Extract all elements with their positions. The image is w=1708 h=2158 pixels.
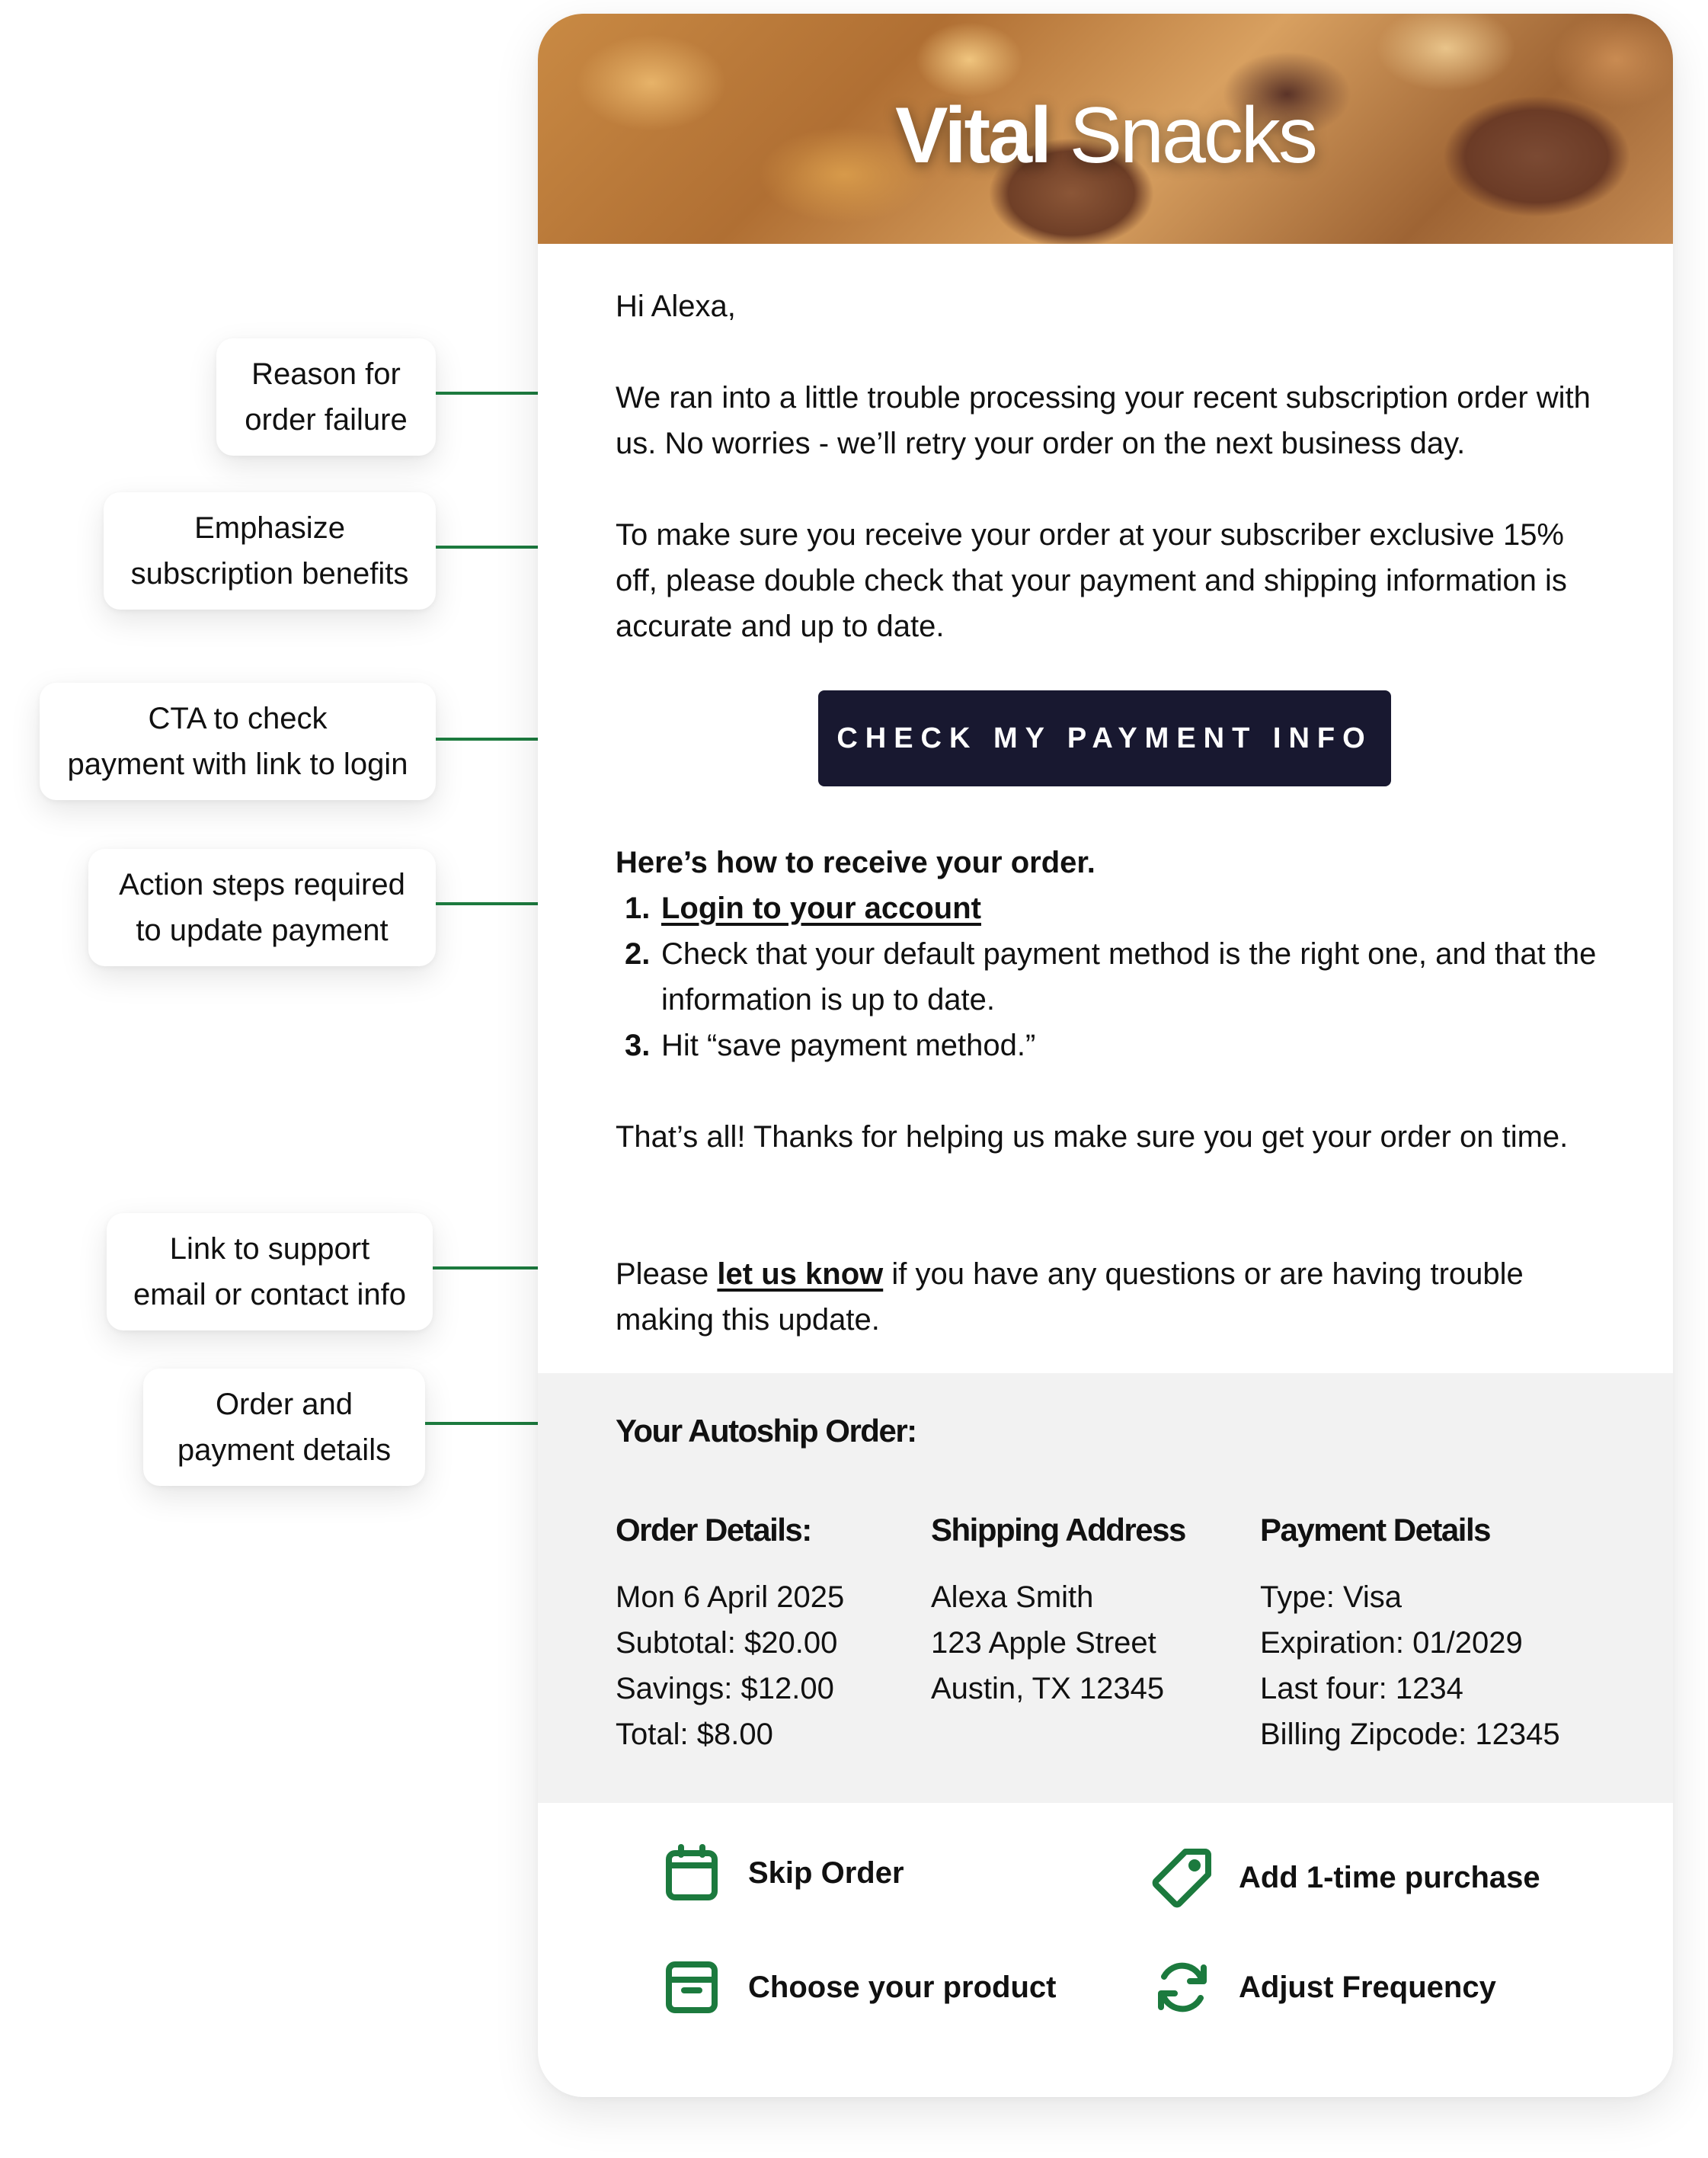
support-link[interactable]: let us know	[717, 1257, 884, 1291]
step-item	[616, 1023, 1598, 1068]
payment-line: Billing Zipcode: 12345	[1260, 1718, 1560, 1751]
annotation-line: Reason for	[251, 357, 401, 391]
annotation-action-steps	[88, 849, 436, 966]
annotation-line: CTA to check	[148, 702, 328, 735]
archive-box-icon	[661, 1957, 722, 2018]
add-one-time-purchase-action[interactable]	[1152, 1847, 1540, 1908]
paragraph-subscription-benefits: To make sure you receive your order at your subscriber exclusive 15% off, please double check that your payment and shipping information is accurate and up to date.	[616, 518, 1567, 643]
order-detail-line: Savings: $12.00	[616, 1672, 834, 1705]
annotation-cta-check-payment	[40, 683, 436, 800]
support-text-pre: Please	[616, 1257, 718, 1291]
tag-icon	[1152, 1847, 1213, 1908]
step-number: 1.	[625, 892, 651, 925]
step-number: 3.	[625, 1029, 651, 1062]
check-payment-button[interactable]: CHECK MY PAYMENT INFO	[818, 690, 1391, 786]
shipping-line: Alexa Smith	[931, 1580, 1094, 1614]
annotation-line: Emphasize	[194, 511, 345, 545]
calendar-icon	[661, 1843, 722, 1903]
steps-list	[616, 885, 1598, 1068]
autoship-order-panel	[538, 1373, 1673, 1803]
annotation-line: order failure	[245, 403, 408, 437]
support-text-post: if you have any questions or are having trouble making this update.	[616, 1257, 1524, 1337]
brand-logo	[538, 90, 1673, 181]
annotation-line: Order and	[215, 1388, 353, 1421]
adjust-frequency-action[interactable]	[1152, 1957, 1496, 2018]
choose-product-label: Choose your product	[748, 1970, 1057, 2004]
step-number: 2.	[625, 937, 651, 971]
steps-heading: Here’s how to receive your order.	[616, 846, 1095, 879]
order-detail-line: Total: $8.00	[616, 1718, 773, 1751]
add-one-time-purchase-label: Add 1-time purchase	[1239, 1860, 1540, 1894]
step-item	[616, 885, 1598, 931]
step-text: Hit “save payment method.”	[661, 1029, 1036, 1062]
brand-name-bold: Vital	[895, 91, 1050, 180]
annotation-support-link	[107, 1213, 433, 1330]
paragraph-order-failure: We ran into a little trouble processing your recent subscription order with us. No worries - we’ll retry your order on the next business day.	[616, 381, 1591, 460]
email-card	[538, 14, 1673, 2097]
order-panel-title: Your Autoship Order:	[616, 1413, 916, 1449]
payment-line: Expiration: 01/2029	[1260, 1626, 1523, 1660]
paragraph-support	[616, 1251, 1598, 1343]
login-link[interactable]: Login to your account	[661, 892, 981, 925]
shipping-line: 123 Apple Street	[931, 1626, 1156, 1660]
hero-banner-image	[538, 14, 1673, 244]
annotation-line: Link to support	[169, 1232, 370, 1266]
payment-details-heading: Payment Details	[1260, 1512, 1490, 1548]
annotation-line: payment with link to login	[67, 748, 408, 781]
shipping-line: Austin, TX 12345	[931, 1672, 1165, 1705]
payment-details-column	[1260, 1507, 1560, 1757]
paragraph-thanks: That’s all! Thanks for helping us make sure you get your order on time.	[616, 1120, 1569, 1154]
annotation-emphasize-benefits	[104, 492, 436, 610]
annotation-line: Action steps required	[119, 868, 405, 901]
annotation-line: email or contact info	[133, 1278, 406, 1311]
refresh-icon	[1152, 1957, 1213, 2018]
step-text: Check that your default payment method is the right one, and that the information is up to date.	[661, 937, 1597, 1017]
payment-line: Last four: 1234	[1260, 1672, 1463, 1705]
steps-section	[616, 840, 1598, 1068]
annotation-line: payment details	[177, 1433, 392, 1467]
annotation-line: subscription benefits	[130, 557, 409, 591]
order-details-column	[616, 1507, 844, 1757]
order-detail-line: Mon 6 April 2025	[616, 1580, 845, 1614]
step-item	[616, 931, 1598, 1023]
annotation-reason-for-order-failure	[216, 338, 436, 456]
skip-order-action[interactable]	[661, 1843, 904, 1903]
annotation-line: to update payment	[136, 914, 389, 947]
choose-product-action[interactable]	[661, 1957, 1056, 2018]
adjust-frequency-label: Adjust Frequency	[1239, 1970, 1496, 2004]
order-details-heading: Order Details:	[616, 1512, 811, 1548]
annotation-order-details	[143, 1369, 425, 1486]
skip-order-label: Skip Order	[748, 1855, 904, 1890]
order-detail-line: Subtotal: $20.00	[616, 1626, 838, 1660]
shipping-address-column	[931, 1507, 1185, 1711]
payment-line: Type: Visa	[1260, 1580, 1403, 1614]
shipping-address-heading: Shipping Address	[931, 1512, 1185, 1548]
brand-name-regular: Snacks	[1069, 91, 1316, 180]
greeting: Hi Alexa,	[616, 290, 736, 323]
